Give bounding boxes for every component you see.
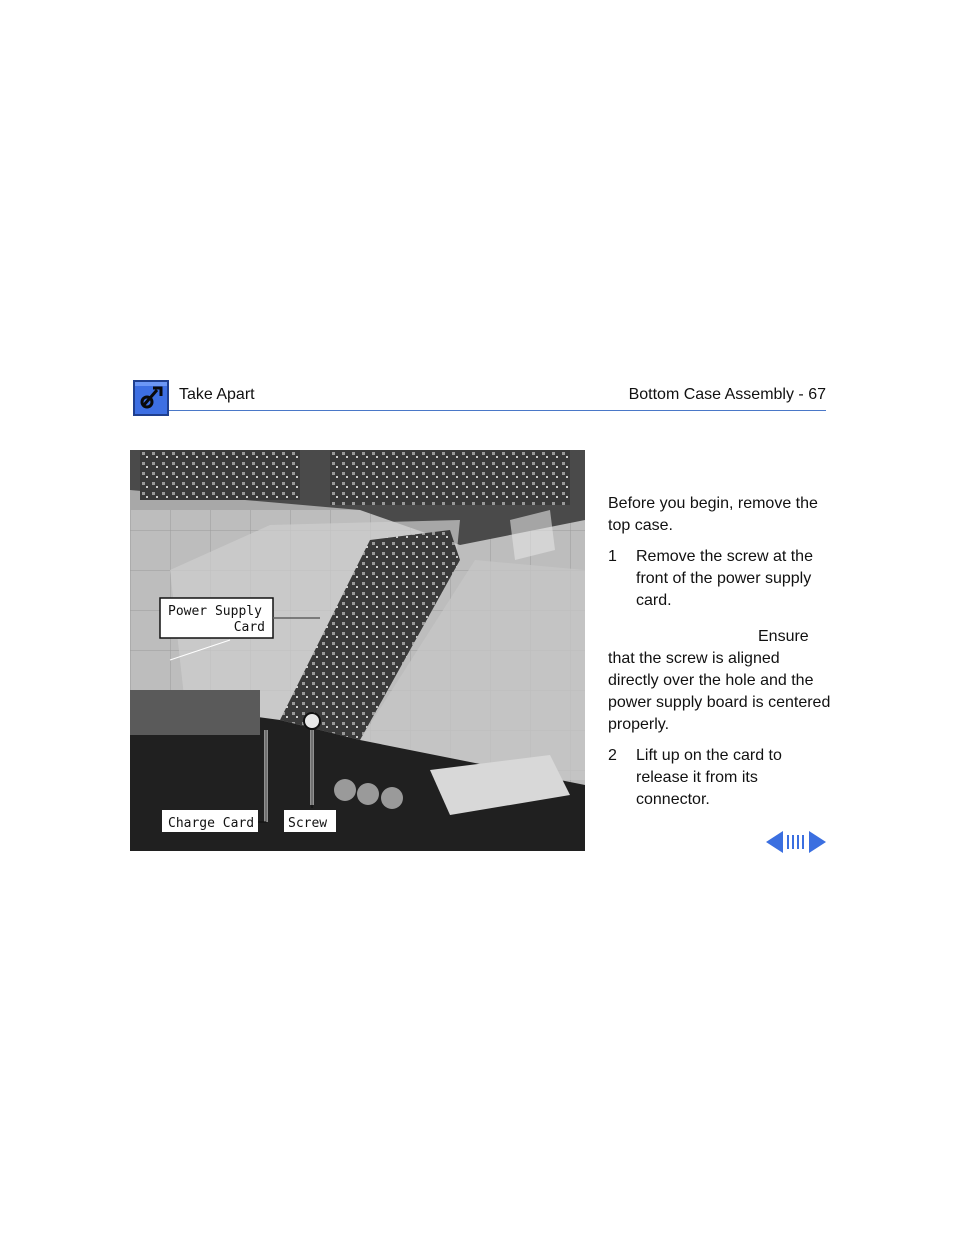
note-lead: Ensure xyxy=(758,628,809,645)
arrow-right-icon[interactable] xyxy=(809,831,826,853)
power-supply-label-line2: Card xyxy=(233,620,265,635)
alignment-note xyxy=(608,626,834,736)
arrow-left-icon[interactable] xyxy=(766,831,783,853)
page-title: Bottom Case Assembly - 67 xyxy=(628,386,826,403)
step-1-number: 1 xyxy=(608,548,617,565)
instructions xyxy=(608,493,834,811)
power-supply-photo xyxy=(130,450,585,851)
page-header xyxy=(133,378,826,412)
page-navigation xyxy=(766,831,826,853)
step-1 xyxy=(608,546,834,612)
index-bars-icon[interactable] xyxy=(787,835,804,849)
step-1-text: Remove the screw at the front of the power supply card. xyxy=(636,548,813,609)
screw-label: Screw xyxy=(288,816,328,831)
section-title: Take Apart xyxy=(179,386,255,403)
power-supply-label-line1: Power Supply xyxy=(168,604,262,619)
intro-text: Before you begin, remove the top case. xyxy=(608,495,818,534)
header-rule xyxy=(169,410,826,411)
step-2-text: Lift up on the card to release it from its connector. xyxy=(636,747,782,808)
tools-icon xyxy=(133,380,169,416)
step-2 xyxy=(608,745,834,811)
charge-card-label: Charge Card xyxy=(168,816,255,831)
note-text: that the screw is aligned directly over the hole and the power supply board is centered properly. xyxy=(608,650,831,733)
step-2-number: 2 xyxy=(608,747,617,764)
